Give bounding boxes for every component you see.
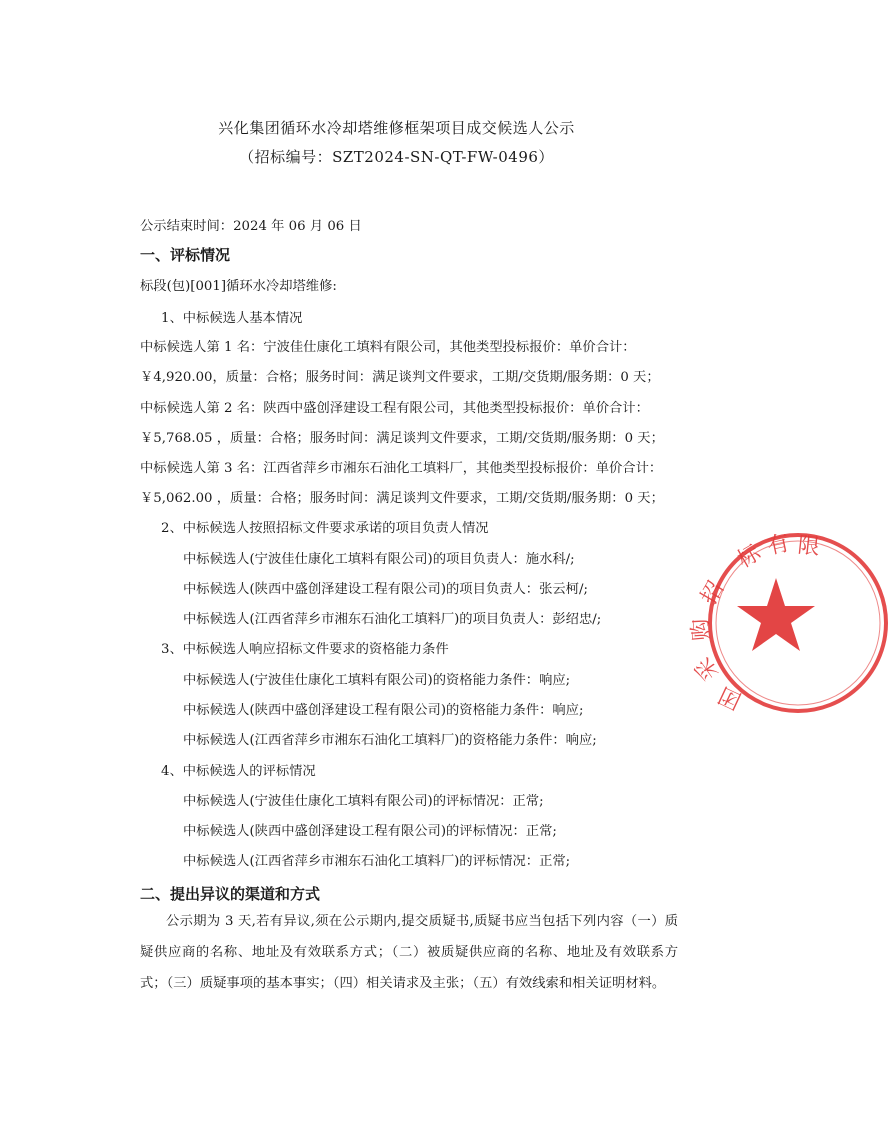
objection-paragraph: 公示期为 3 天,若有异议,须在公示期内,提交质疑书,质疑书应当包括下列内容（一）质疑供应商的名称、地址及有效联系方式；（二）被质疑供应商的名称、地址及有效联系方式；（三）质疑事项的基本事实；（四）相关请求及主张；（五）有效线索和相关证明材料。 <box>140 914 678 991</box>
publicity-end-time: 公示结束时间：2024 年 06 月 06 日 <box>140 219 362 234</box>
manager-line: 中标候选人(陕西中盛创泽建设工程有限公司)的项目负责人：张云柯/; <box>183 582 588 597</box>
svg-text:购: 购 <box>688 617 715 642</box>
lot-label: 标段(包)[001]循环水冷却塔维修: <box>140 279 337 294</box>
svg-text:标: 标 <box>733 540 766 574</box>
sub4-heading: 4、中标候选人的评标情况 <box>161 764 316 779</box>
section1-heading: 一、评标情况 <box>140 246 231 264</box>
svg-text:团: 团 <box>715 681 746 714</box>
sub2-heading: 2、中标候选人按照招标文件要求承诺的项目负责人情况 <box>161 521 489 536</box>
candidate-line: ￥5,768.05 ，质量：合格；服务时间：满足谈判文件要求，工期/交货期/服务期：0 天； <box>140 431 664 446</box>
qualification-line: 中标候选人(宁波佳仕康化工填料有限公司)的资格能力条件：响应; <box>183 673 571 688</box>
evaluation-line: 中标候选人(宁波佳仕康化工填料有限公司)的评标情况：正常; <box>183 794 544 809</box>
sub1-heading: 1、中标候选人基本情况 <box>161 311 303 326</box>
svg-text:限: 限 <box>796 533 821 561</box>
svg-text:有: 有 <box>765 530 792 560</box>
candidate-line: ￥5,062.00 ，质量：合格；服务时间：满足谈判文件要求，工期/交货期/服务期：0 天； <box>140 491 664 506</box>
tender-number: （招标编号：SZT2024-SN-QT-FW-0496） <box>239 148 554 166</box>
manager-line: 中标候选人(宁波佳仕康化工填料有限公司)的项目负责人：施水科/; <box>183 552 575 567</box>
company-seal-icon <box>688 528 893 718</box>
candidate-line: 中标候选人第 1 名：宁波佳仕康化工填料有限公司，其他类型投标报价：单价合计： <box>140 340 636 355</box>
candidate-line: 中标候选人第 3 名：江西省萍乡市湘东石油化工填料厂，其他类型投标报价：单价合计： <box>140 461 663 476</box>
evaluation-line: 中标候选人(江西省萍乡市湘东石油化工填料厂)的评标情况：正常; <box>183 854 571 869</box>
sub3-heading: 3、中标候选人响应招标文件要求的资格能力条件 <box>161 642 449 657</box>
document-title: 兴化集团循环水冷却塔维修框架项目成交候选人公示 <box>218 119 575 137</box>
section2-heading: 二、提出异议的渠道和方式 <box>140 885 321 903</box>
svg-text:招: 招 <box>696 577 730 609</box>
candidate-line: 中标候选人第 2 名：陕西中盛创泽建设工程有限公司，其他类型投标报价：单价合计： <box>140 401 649 416</box>
svg-text:采: 采 <box>690 652 724 685</box>
manager-line: 中标候选人(江西省萍乡市湘东石油化工填料厂)的项目负责人：彭绍忠/; <box>183 612 602 627</box>
candidate-line: ￥4,920.00，质量：合格；服务时间：满足谈判文件要求，工期/交货期/服务期：0 天； <box>140 370 660 385</box>
qualification-line: 中标候选人(江西省萍乡市湘东石油化工填料厂)的资格能力条件：响应; <box>183 733 597 748</box>
evaluation-line: 中标候选人(陕西中盛创泽建设工程有限公司)的评标情况：正常; <box>183 824 557 839</box>
qualification-line: 中标候选人(陕西中盛创泽建设工程有限公司)的资格能力条件：响应; <box>183 703 584 718</box>
